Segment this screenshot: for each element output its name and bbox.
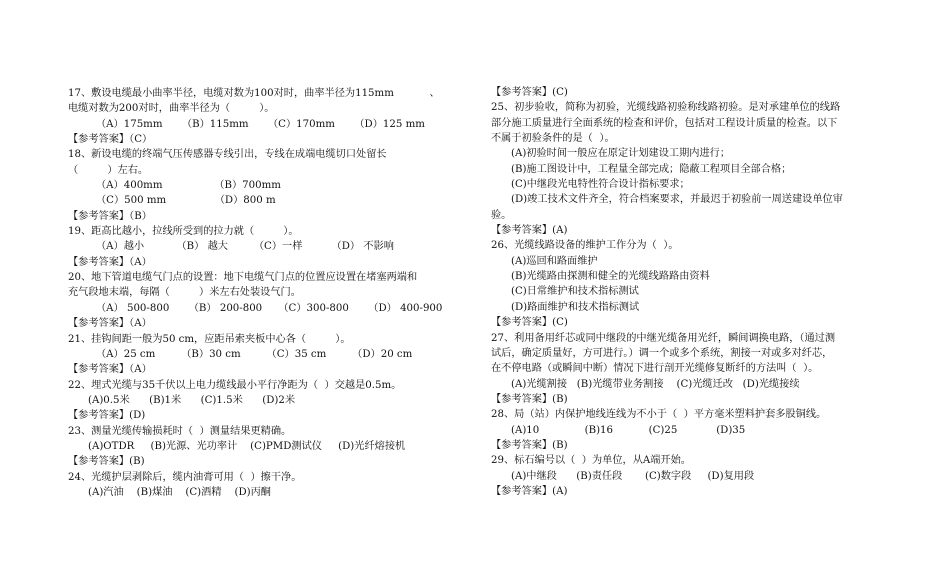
- question-line: 电缆对数为200对时，曲率半径为（ ）。: [68, 103, 275, 115]
- question-line: 21、挂钩间距一般为50 cm，应距吊索夹板中心各（ ）。: [68, 333, 351, 345]
- option-line: (C)日常维护和技术指标测试: [511, 286, 639, 298]
- option-line: (A)光缆割接 (B)光缆带业务割接 (C)光缆迁改 (D)光缆接续: [511, 378, 800, 390]
- answer-line: 【参考答案】（A）: [68, 318, 152, 330]
- option-line: (A)初验时间一般应在原定计划建设工期内进行；: [511, 148, 731, 160]
- question-line: 17、敷设电缆最小曲率半径，电缆对数为100对时，曲率半径为115mm 、: [68, 88, 440, 99]
- option-line: （A）越小 （B） 越大 （C）一样 （D） 不影响: [96, 241, 394, 253]
- question-line: 不属于初验条件的是（ ）。: [491, 133, 615, 145]
- option-line: (C)中继段光电特性符合设计指标要求；: [511, 179, 690, 191]
- question-line: 29、标石编号以（ ）为单位，从A端开始。: [491, 455, 691, 467]
- answer-line: 【参考答案】（A）: [68, 256, 152, 268]
- option-line: (A)0.5米 (B)1米 (C)1.5米 (D)2米: [88, 394, 296, 406]
- answer-line: 【参考答案】(A): [491, 485, 568, 497]
- answer-line: 【参考答案】(A): [491, 225, 568, 237]
- question-line: 26、光缆线路设备的维护工作分为（ ）。: [491, 240, 679, 252]
- option-line: (B)施工图设计中，工程量全部完成；隐蔽工程项目全部合格；: [511, 163, 792, 175]
- option-line: (D)路面维护和技术指标测试: [511, 301, 640, 313]
- answer-line: 【参考答案】(C): [491, 87, 568, 98]
- question-line: 充气段地末端，每隔（ ）米左右处装设气门。: [68, 287, 301, 299]
- question-line: 试后，确定质量好，方可进行。）调一个或多个系统，割接一对或多对纤芯，: [491, 347, 833, 359]
- option-line: (D)竣工技术文件齐全，符合档案要求，并最迟于初验前一周送建设单位审: [511, 194, 843, 206]
- option-line: (B)光缆路由探测和健全的光缆线路路由资料: [511, 271, 710, 283]
- answer-line: 【参考答案】(B): [68, 456, 145, 468]
- option-line: (A)汽油 (B)煤油 (C)酒精 (D)丙酮: [88, 486, 271, 498]
- option-line: （A）400mm （B）700mm: [96, 180, 281, 192]
- question-line: 25、初步验收，简称为初验，光缆线路初验称线路初验。是对承建单位的线路: [491, 102, 841, 114]
- question-line: 19、距高比越小，拉线所受到的拉力就（ ）。: [68, 226, 299, 238]
- question-line: 在不停电路（或瞬间中断）情况下进行剖开光缆修复断纤的方法叫（ ）。: [491, 363, 819, 375]
- question-line: （ ）左右。: [68, 164, 149, 176]
- answer-line: 【参考答案】(B): [491, 439, 568, 451]
- option-line: (A)10 (B)16 (C)25 (D)35: [511, 424, 746, 436]
- question-line: 28、局（站）内保护地线连线为不小于（ ）平方毫米塑料护套多股铜线。: [491, 409, 827, 421]
- option-line: (A)中继段 (B)责任段 (C)数字段 (D)复用段: [511, 470, 755, 482]
- question-line: 27、利用备用纤芯或同中继段的中继光缆备用光纤，瞬间调换电路，（通过测: [491, 332, 836, 344]
- question-line: 验。: [491, 209, 512, 221]
- question-line: 20、地下管道电缆气门点的设置：地下电缆气门点的位置应设置在堵塞两端和: [68, 272, 418, 284]
- question-line: 23、测量光缆传输损耗时（ ）测量结果更精确。: [68, 425, 292, 437]
- left-column: [68, 86, 468, 500]
- option-line: (A)巡回和路面维护: [511, 255, 598, 267]
- answer-line: 【参考答案】（C）: [68, 134, 153, 146]
- option-line: (A)OTDR (B)光源、光功率计 (C)PMD测试仪 (D)光纤熔接机: [88, 440, 406, 452]
- option-line: （A） 500-800 （B） 200-800 （C）300-800 （D） 400-900: [96, 302, 443, 314]
- answer-line: 【参考答案】(B): [491, 393, 568, 405]
- answer-line: 【参考答案】（B）: [68, 210, 152, 222]
- option-line: （A）25 cm （B）30 cm （C）35 cm （D）20 cm: [96, 348, 413, 360]
- question-line: 18、新设电缆的终端气压传感器专线引出，专线在成端电缆切口处留长: [68, 149, 387, 161]
- right-column: [491, 85, 886, 499]
- answer-line: 【参考答案】(C): [491, 317, 568, 329]
- answer-line: 【参考答案】（A）: [68, 364, 152, 376]
- option-line: （A）175mm （B）115mm （C）170mm （D）125 mm: [96, 118, 425, 130]
- question-line: 24、光缆护层剥除后，缆内油膏可用（ ）擦干净。: [68, 471, 302, 483]
- answer-line: 【参考答案】(D): [68, 410, 146, 422]
- option-line: （C）500 mm （D）800 m: [96, 195, 276, 207]
- question-line: 部分施工质量进行全面系统的检查和评价，包括对工程设计质量的检查。以下: [491, 117, 838, 129]
- question-line: 22、埋式光缆与35千伏以上电力缆线最小平行净距为（ ）交越是0.5m。: [68, 379, 402, 391]
